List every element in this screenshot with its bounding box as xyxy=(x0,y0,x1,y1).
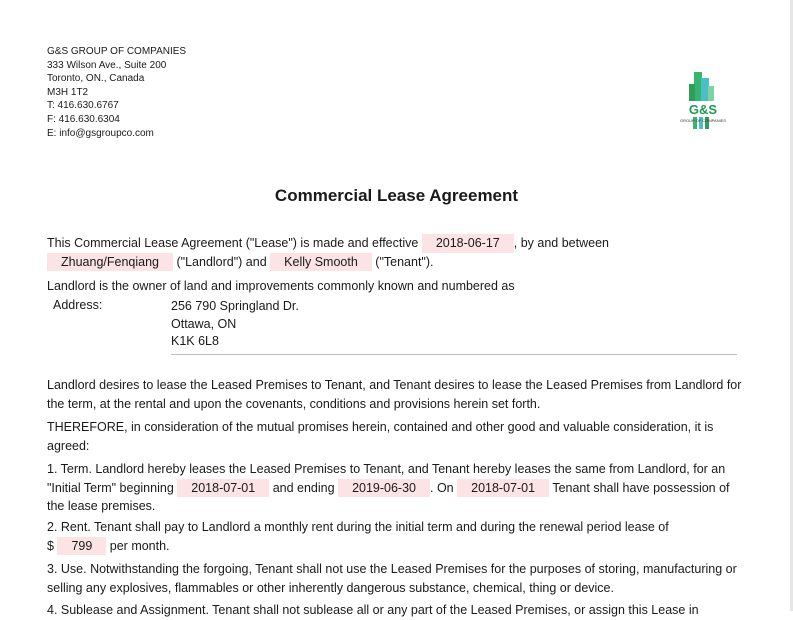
term-text-2: and ending xyxy=(272,480,335,495)
use-clause: 3. Use. Notwithstanding the forgoing, Tenant shall not use the Leased Premises for the purposes of storing, manufacturing or selling any explosives, flammables or other inherently dangerous substance, chemical, thing or device. xyxy=(47,562,737,595)
company-postal-code: M3H 1T2 xyxy=(47,86,89,98)
sublease-clause: 4. Sublease and Assignment. Tenant shall not sublease all or any part of the Leased Premises, or assign this Lease in xyxy=(47,603,699,617)
address-line2: Ottawa, ON xyxy=(171,316,237,331)
company-phone: T: 416.630.6767 xyxy=(47,100,119,112)
document-title: Commercial Lease Agreement xyxy=(274,186,519,205)
rent-clause xyxy=(47,518,747,555)
intro-between: , by and between xyxy=(513,236,609,250)
company-header xyxy=(47,45,186,140)
company-fax: F: 416.630.6304 xyxy=(47,113,120,125)
tenant-suffix: ("Tenant"). xyxy=(375,254,434,269)
intro-paragraph xyxy=(47,234,747,271)
company-email: E: info@gsgroupco.com xyxy=(47,127,154,139)
rent-amount-field[interactable]: 799 xyxy=(57,537,106,556)
term-end-date-field[interactable]: 2019-06-30 xyxy=(338,479,430,498)
logo-subtext: GROUP OF COMPANIES xyxy=(679,118,727,123)
rent-text-2: per month. xyxy=(109,538,170,553)
address-line1: 256 790 Springland Dr. xyxy=(171,299,299,313)
address-line3: K1K 6L8 xyxy=(171,334,219,348)
company-address-line1: 333 Wilson Ave., Suite 200 xyxy=(47,59,167,71)
term-text-1: 1. Term. Landlord hereby leases the Leased Premises to Tenant, and Tenant hereby leases the same from Landlord, for an "Initial Term" beginning xyxy=(47,462,726,495)
term-text-3: . On xyxy=(430,480,454,495)
desire-paragraph: Landlord desires to lease the Leased Premises to Tenant, and Tenant desires to lease the Leased Premises from Landlord for the term, at the rental and upon the covenants, conditions and provisions herein set forth. xyxy=(47,378,742,411)
rent-text-1: 2. Rent. Tenant shall pay to Landlord a monthly rent during the initial term and during the renewal period lease of xyxy=(47,520,669,534)
rent-currency: $ xyxy=(47,538,54,553)
possession-date-field[interactable]: 2018-07-01 xyxy=(457,479,549,498)
term-text-4: Tenant shall have possession of the lease premises. xyxy=(47,480,730,513)
landlord-name-field[interactable]: Zhuang/Fenqiang xyxy=(47,253,173,272)
company-logo xyxy=(672,70,734,132)
tenant-name-field[interactable]: Kelly Smooth xyxy=(270,253,372,272)
term-begin-date-field[interactable]: 2018-07-01 xyxy=(177,479,269,498)
address-divider xyxy=(171,354,737,355)
logo-text: G&S xyxy=(688,102,718,117)
company-address-line2: Toronto, ON., Canada xyxy=(47,73,145,85)
term-clause xyxy=(47,460,747,516)
landlord-suffix: ("Landlord") and xyxy=(176,254,267,269)
intro-prefix: This Commercial Lease Agreement ("Lease") is made and effective xyxy=(47,236,419,250)
company-name: G&S GROUP OF COMPANIES xyxy=(47,46,187,57)
effective-date-field[interactable]: 2018-06-17 xyxy=(422,234,514,253)
address-label: Address: xyxy=(53,298,103,312)
building-logo-icon xyxy=(672,70,734,132)
therefore-paragraph: THEREFORE, in consideration of the mutual promises herein, contained and other good and valuable consideration, it is agreed: xyxy=(47,420,714,453)
owner-statement: Landlord is the owner of land and improvements commonly known and numbered as xyxy=(47,279,515,293)
premises-address xyxy=(171,298,299,351)
